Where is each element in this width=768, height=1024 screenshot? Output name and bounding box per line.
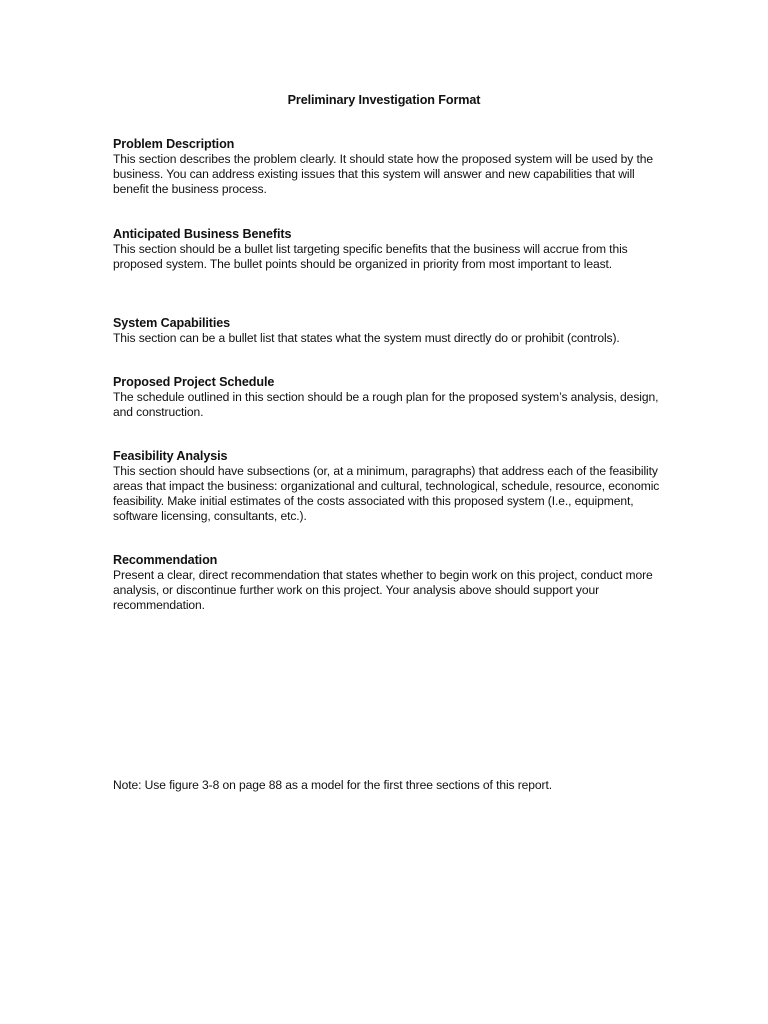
section-heading: Recommendation (113, 553, 218, 567)
document-title: Preliminary Investigation Format (287, 93, 481, 107)
section-heading: Problem Description (113, 137, 235, 151)
section-feasibility-analysis (113, 449, 661, 524)
section-body: This section should be a bullet list targeting specific benefits that the business will accrue from this proposed system. The bullet points should be organized in priority from most important to least. (113, 242, 628, 271)
section-body: The schedule outlined in this section should be a rough plan for the proposed system’s analysis, design, and construction. (113, 390, 659, 419)
footer-note: Note: Use figure 3-8 on page 88 as a model for the first three sections of this report. (113, 778, 553, 792)
section-problem-description (113, 137, 661, 197)
section-body: This section describes the problem clearly. It should state how the proposed system will be used by the business. You can address existing issues that this system will answer and new capabilities that will benefit the business process. (113, 152, 654, 196)
section-heading: Feasibility Analysis (113, 449, 228, 463)
section-recommendation (113, 553, 661, 613)
section-body: This section can be a bullet list that states what the system must directly do or prohibit (controls). (113, 331, 620, 345)
section-anticipated-business-benefits (113, 227, 661, 272)
section-body: Present a clear, direct recommendation that states whether to begin work on this project, conduct more analysis, or discontinue further work on this project. Your analysis above should support your recommendation. (113, 568, 653, 612)
section-heading: Proposed Project Schedule (113, 375, 275, 389)
section-system-capabilities (113, 316, 661, 346)
section-proposed-project-schedule (113, 375, 661, 420)
section-heading: System Capabilities (113, 316, 231, 330)
section-body: This section should have subsections (or, at a minimum, paragraphs) that address each of the feasibility areas that impact the business: organizational and cultural, technological, schedule, resource, economic feasibility. Make initial estimates of the costs associated with this proposed system (I.e., equipment, software licensing, consultants, etc.). (113, 464, 660, 523)
section-heading: Anticipated Business Benefits (113, 227, 292, 241)
